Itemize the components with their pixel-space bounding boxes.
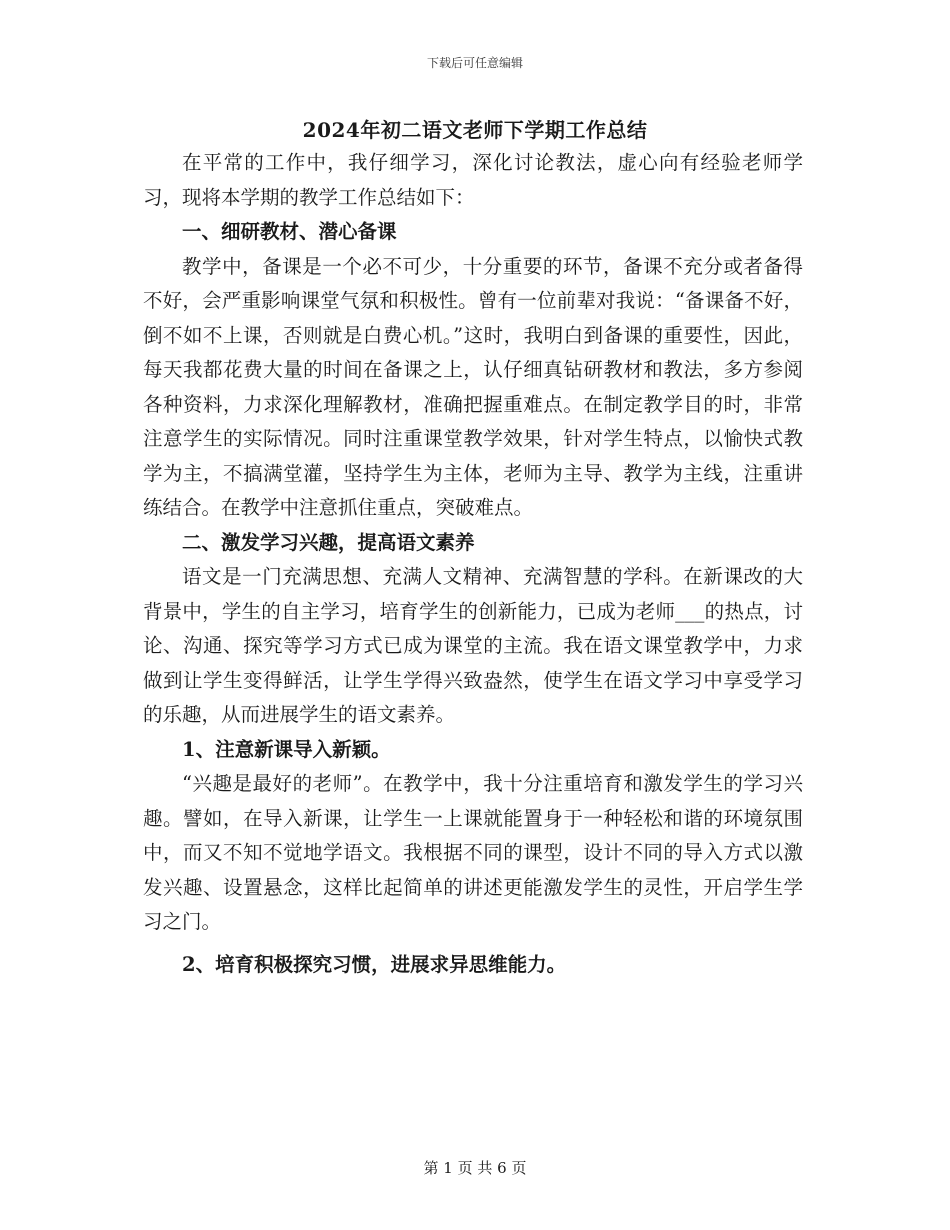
intro-paragraph: 在平常的工作中，我仔细学习，深化讨论教法，虚心向有经验老师学习，现将本学期的教学工作总结如下： (143, 151, 803, 209)
subsection-heading-2: 2、培育积极探究习惯，进展求异思维能力。 (182, 952, 567, 976)
subsection-heading-1: 1、注意新课导入新颖。 (182, 737, 391, 761)
subsection-1-paragraph: “兴趣是最好的老师”。在教学中，我十分注重培育和激发学生的学习兴趣。譬如，在导入新课，让学生一上课就能置身于一种轻松和谐的环境氛围中，而又不知不觉地学语文。我根据不同的课型，设计不同的导入方式以激发兴趣、设置悬念，这样比起简单的讲述更能激发学生的灵性，开启学生学习之门。 (143, 772, 803, 933)
section-1-paragraph: 教学中，备课是一个必不可少，十分重要的环节，备课不充分或者备得不好，会严重影响课堂气氛和积极性。曾有一位前辈对我说：“备课备不好，倒不如不上课，否则就是白费心机。”这时，我明白到备课的重要性，因此，每天我都花费大量的时间在备课之上，认仔细真钻研教材和教法，多方参阅各种资料，力求深化理解教材，准确把握重难点。在制定教学目的时，非常注意学生的实际情况。同时注重课堂教学效果，针对学生特点，以愉快式教学为主，不搞满堂灌，坚持学生为主体，老师为主导、教学为主线，注重讲练结合。在教学中注意抓住重点，突破难点。 (143, 254, 803, 519)
section-2-paragraph: 语文是一门充满思想、充满人文精神、充满智慧的学科。在新课改的大背景中，学生的自主学习，培育学生的创新能力，已成为老师___的热点，讨论、沟通、探究等学习方式已成为课堂的主流。我在语文课堂教学中，力求做到让学生变得鲜活，让学生学得兴致盎然，使学生在语文学习中享受学习的乐趣，从而进展学生的语文素养。 (143, 565, 803, 726)
section-heading-1: 一、细研教材、潜心备课 (182, 220, 397, 243)
document-title: 2024年初二语文老师下学期工作总结 (302, 118, 648, 142)
section-heading-2: 二、激发学习兴趣，提高语文素养 (182, 530, 475, 554)
header-note: 下载后可任意编辑 (426, 56, 523, 70)
document-body (143, 146, 803, 982)
page-number: 第 1 页 共 6 页 (423, 1159, 527, 1177)
